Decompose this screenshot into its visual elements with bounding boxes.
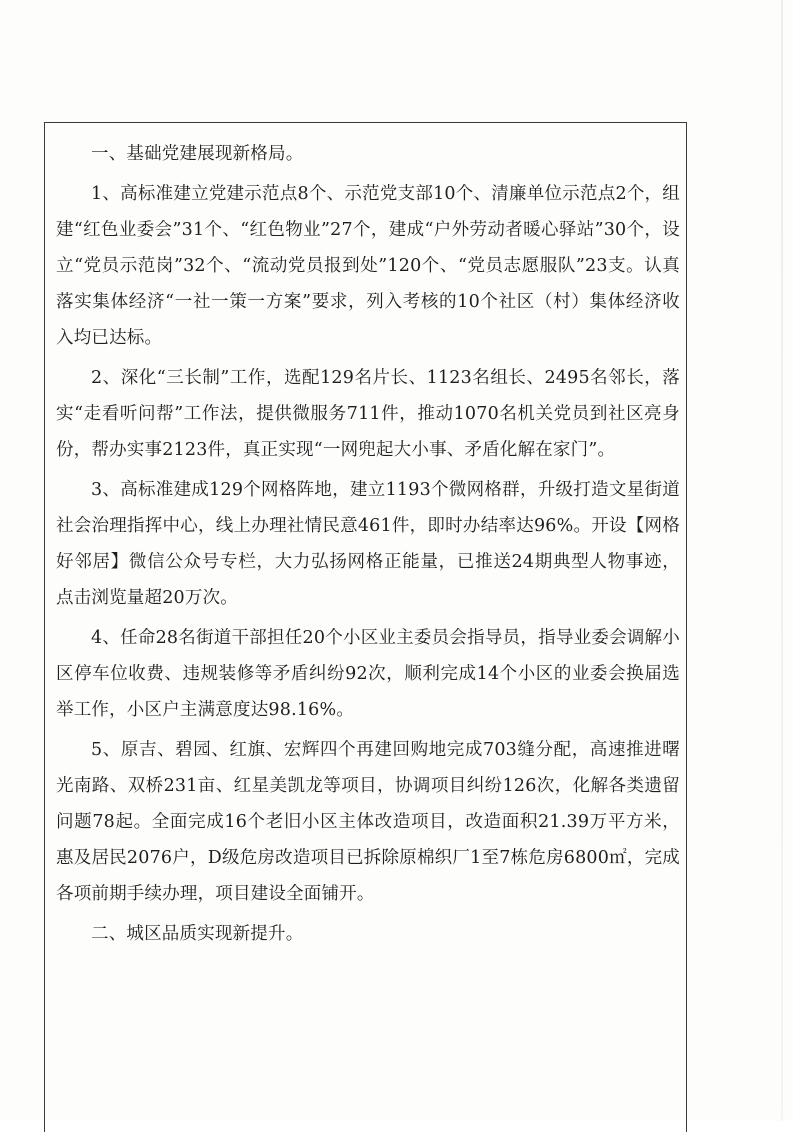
section-heading-2: 二、城区品质实现新提升。 xyxy=(91,924,304,944)
paragraph-item-2: 2、深化“三长制”工作，选配129名片长、1123名组长、2495名邻长，落实“走看听问帮”工作法，提供微服务711件，推动1070名机关党员到社区亮身份，帮办实事2123件，真正实现“一网兜起大小事、矛盾化解在家门”。 xyxy=(56,368,680,460)
paragraph-item-3: 3、高标准建成129个网格阵地，建立1193个微网格群，升级打造文星街道社会治理指挥中心，线上办理社情民意461件，即时办结率达96%。开设【网格好邻居】微信公众号专栏，大力弘扬网格正能量，已推送24期典型人物事迹，点击浏览量超20万次。 xyxy=(56,480,680,608)
document-body xyxy=(56,136,680,956)
paragraph-item-1: 1、高标准建立党建示范点8个、示范党支部10个、清廉单位示范点2个，组建“红色业委会”31个、“红色物业”27个，建成“户外劳动者暖心驿站”30个，设立“党员示范岗”32个、“流动党员报到处”120个、“党员志愿服队”23支。认真落实集体经济“一社一策一方案”要求，列入考核的10个社区（村）集体经济收入均已达标。 xyxy=(56,184,680,348)
paragraph-item-4: 4、任命28名街道干部担任20个小区业主委员会指导员，指导业委会调解小区停车位收费、违规装修等矛盾纠纷92次，顺利完成14个小区的业委会换届选举工作，小区户主满意度达98.16%。 xyxy=(56,628,680,720)
scan-edge-shadow xyxy=(781,0,783,1121)
paragraph-item-5: 5、原吉、碧园、红旗、宏辉四个再建回购地完成703缝分配，高速推进曙光南路、双桥231亩、红星美凯龙等项目，协调项目纠纷126次，化解各类遗留问题78起。全面完成16个老旧小区主体改造项目，改造面积21.39万平方米，惠及居民2076户，D级危房改造项目已拆除原棉织厂1至7栋危房6800㎡，完成各项前期手续办理，项目建设全面铺开。 xyxy=(56,740,680,904)
section-heading-1: 一、基础党建展现新格局。 xyxy=(91,144,304,164)
